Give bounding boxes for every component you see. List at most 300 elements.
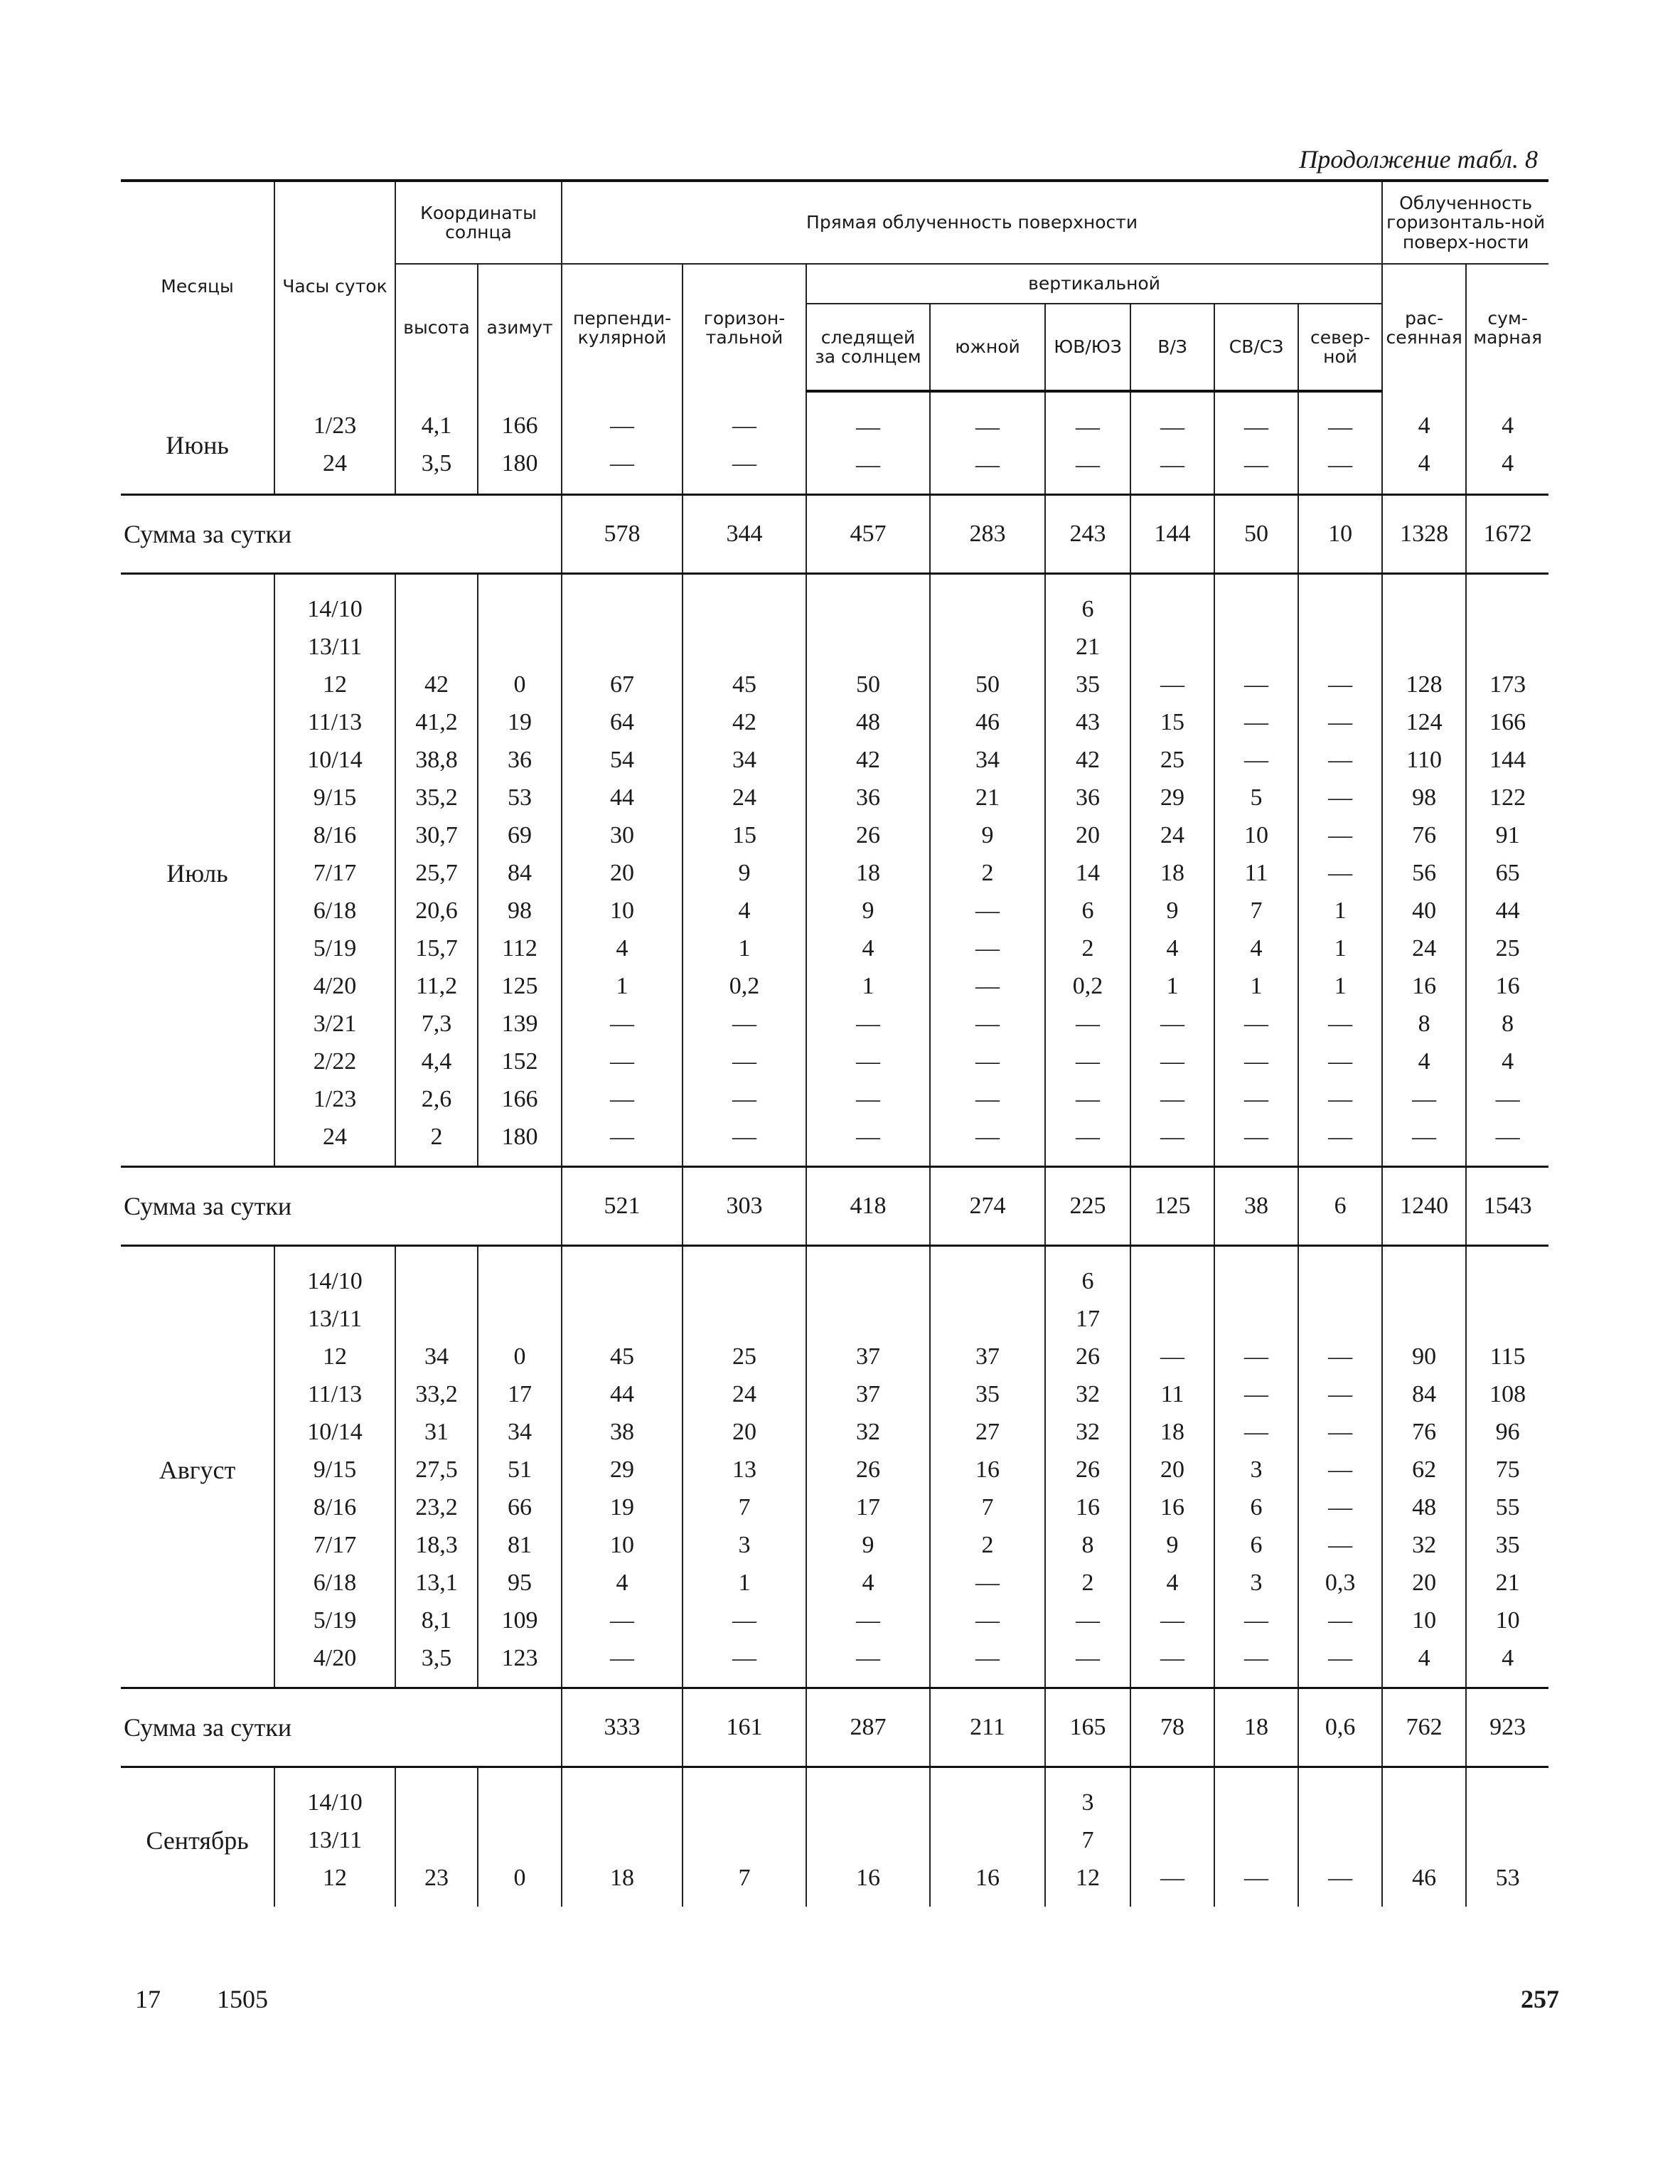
table-cell-value: 1 — [1250, 973, 1263, 999]
table-cell-value: 37 — [856, 1343, 881, 1370]
table-cell-value: 42 — [424, 671, 449, 698]
daily-sum-value: 287 — [806, 1688, 930, 1767]
table-cell-value: 3/21 — [313, 1011, 357, 1037]
table-cell-value — [478, 1262, 561, 1300]
daily-sum-value: 38 — [1214, 1167, 1298, 1246]
table-cell-value: 166 — [1489, 709, 1526, 735]
table-cell-value: — — [1076, 1086, 1101, 1112]
table-cell-value: 115 — [1489, 1343, 1526, 1370]
table-cell-value: — — [1328, 1607, 1353, 1634]
table-cell-value: — — [1160, 1865, 1185, 1891]
table-cell-value — [1215, 1821, 1298, 1859]
table-cell-value: 16 — [1495, 973, 1520, 999]
table-cell-value: — — [1328, 1494, 1353, 1520]
table-cell-value: — — [1244, 1124, 1269, 1150]
table-cell-value: 0 — [513, 1865, 526, 1891]
table-cell-value: 5/19 — [313, 935, 357, 962]
table-cell-value — [1215, 1262, 1298, 1300]
table-cell-value — [807, 628, 929, 666]
table-cell-value: 84 — [508, 860, 532, 886]
table-cell-value: — — [1244, 414, 1269, 440]
daily-sum-value: 125 — [1130, 1167, 1214, 1246]
value-column-cell — [1466, 1767, 1548, 1907]
table-cell-value: 10 — [1412, 1607, 1437, 1634]
table-cell-value: — — [1328, 1011, 1353, 1037]
table-cell-value: — — [1328, 860, 1353, 886]
table-cell-value: 44 — [1495, 897, 1520, 924]
value-column-cell — [1045, 1767, 1130, 1907]
table-cell-value: 25 — [732, 1343, 757, 1370]
daily-sum-value: 1672 — [1466, 495, 1548, 574]
month-cell: Июль — [121, 574, 274, 1167]
table-cell-value — [478, 1821, 561, 1859]
value-column-cell — [1130, 1767, 1214, 1907]
table-cell-value: 27,5 — [415, 1456, 458, 1483]
month-cell: Август — [121, 1246, 274, 1688]
table-caption: Продолжение табл. 8 — [1299, 145, 1538, 174]
table-cell-value: 38,8 — [415, 747, 458, 773]
table-cell-value: — — [610, 1048, 635, 1075]
table-cell-value: 14 — [1076, 860, 1101, 886]
month-group-row — [121, 391, 1548, 495]
table-cell-value — [1467, 1300, 1548, 1338]
table-cell-value: 108 — [1489, 1381, 1526, 1407]
table-cell-value: — — [1244, 1419, 1269, 1445]
table-cell-value: 27 — [975, 1419, 1000, 1445]
table-cell-value: 1 — [616, 973, 628, 999]
daily-sum-value: 762 — [1382, 1688, 1466, 1767]
table-cell-value: — — [1160, 452, 1185, 478]
col-horizontal-irradiance: Облученность горизонталь-ной поверх-ности — [1382, 181, 1548, 264]
table-cell-value: 1 — [1166, 973, 1179, 999]
table-cell-value — [1299, 1300, 1381, 1338]
table-cell-value: — — [1160, 1607, 1185, 1634]
table-cell-value: 46 — [975, 709, 1000, 735]
table-cell-value: 12 — [323, 671, 347, 698]
table-cell-value: — — [1076, 1645, 1101, 1671]
value-column-cell — [395, 1246, 478, 1688]
table-cell-value: 21 — [975, 784, 1000, 811]
table-cell-value: 24 — [323, 1124, 347, 1150]
table-cell-value: — — [1076, 1124, 1101, 1150]
table-cell-value — [396, 1262, 477, 1300]
table-cell-value: 4 — [1502, 450, 1514, 476]
table-cell-value: 0,2 — [1072, 973, 1103, 999]
table-cell-value: 24 — [732, 1381, 757, 1407]
table-cell-value: 10 — [610, 897, 635, 924]
table-cell-value: 48 — [1412, 1494, 1437, 1520]
table-cell-value: — — [856, 1086, 881, 1112]
table-cell-value: — — [1244, 1607, 1269, 1634]
table-cell-value: 20 — [1076, 822, 1101, 848]
table-cell-value: 75 — [1495, 1456, 1520, 1483]
value-column-cell — [1045, 391, 1130, 495]
table-cell-value — [683, 1821, 806, 1859]
table-cell-value — [931, 1821, 1044, 1859]
table-cell-value: — — [1495, 1124, 1520, 1150]
table-cell-value: 1 — [1334, 935, 1347, 962]
table-cell-value: — — [1328, 747, 1353, 773]
table-cell-value: 110 — [1406, 747, 1442, 773]
table-cell-value: 4 — [1502, 412, 1514, 439]
daily-sum-label: Сумма за сутки — [121, 1167, 562, 1246]
table-body — [121, 391, 1548, 1907]
table-cell-value: 11 — [1244, 860, 1268, 886]
table-cell-value: 4/20 — [313, 1645, 357, 1671]
value-column-cell — [930, 1767, 1045, 1907]
table-cell-value: 4 — [1418, 1048, 1430, 1075]
table-cell-value: 15 — [732, 822, 757, 848]
table-cell-value: 95 — [508, 1570, 532, 1596]
table-cell-value: 1 — [738, 1570, 751, 1596]
table-cell-value: 12 — [323, 1343, 347, 1370]
table-cell-value: 109 — [501, 1607, 538, 1634]
table-cell-value: 26 — [856, 822, 881, 848]
table-cell-value: 29 — [1160, 784, 1185, 811]
table-cell-value: 23,2 — [415, 1494, 458, 1520]
table-cell-value: 0 — [513, 1343, 526, 1370]
table-cell-value: — — [1160, 671, 1185, 698]
table-cell-value: 91 — [1495, 822, 1520, 848]
table-cell-value: 128 — [1406, 671, 1443, 698]
table-cell-value: 18 — [1160, 1419, 1185, 1445]
table-cell-value: 4 — [1166, 935, 1179, 962]
table-cell-value: 38 — [610, 1419, 635, 1445]
table-cell-value: — — [856, 1011, 881, 1037]
table-cell-value: — — [1328, 1456, 1353, 1483]
table-cell-value: 4 — [862, 1570, 874, 1596]
table-cell-value: 98 — [1412, 784, 1437, 811]
table-cell-value: 37 — [856, 1381, 881, 1407]
table-cell-value: 2/22 — [313, 1048, 357, 1075]
table-cell-value: 4 — [738, 897, 751, 924]
value-column-cell — [1214, 1767, 1298, 1907]
table-cell-value — [1383, 590, 1465, 628]
table-cell-value: 11 — [1160, 1381, 1184, 1407]
daily-sum-row — [121, 1688, 1548, 1767]
table-cell-value: — — [975, 1570, 1000, 1596]
table-cell-value: — — [975, 973, 1000, 999]
table-cell-value: 1 — [862, 973, 874, 999]
table-cell-value: — — [856, 1124, 881, 1150]
table-cell-value: 69 — [508, 822, 532, 848]
table-cell-value: 26 — [1076, 1456, 1101, 1483]
table-header — [121, 181, 1548, 391]
table-cell-value: — — [1244, 1011, 1269, 1037]
table-cell-value: 23 — [424, 1865, 449, 1891]
table-cell-value: — — [1328, 1645, 1353, 1671]
table-cell-value: — — [1328, 1419, 1353, 1445]
col-scattered: рас-сеянная — [1382, 264, 1466, 391]
table-cell-value: 24 — [732, 784, 757, 811]
table-cell-value: 21 — [1495, 1570, 1520, 1596]
table-cell-value: 3 — [1250, 1456, 1263, 1483]
table-cell-value — [1383, 628, 1465, 666]
table-cell-value: 34 — [732, 747, 757, 773]
table-cell-value: 3 — [1250, 1570, 1263, 1596]
table-cell-value: 125 — [501, 973, 538, 999]
col-se-sw: ЮВ/ЮЗ — [1045, 304, 1130, 391]
value-column-cell — [1466, 391, 1548, 495]
value-column-cell — [478, 574, 562, 1167]
col-south: южной — [930, 304, 1045, 391]
table-cell-value: 19 — [610, 1494, 635, 1520]
table-cell-value: — — [1244, 1645, 1269, 1671]
table-cell-value: 9 — [862, 897, 874, 924]
table-cell-value: 41,2 — [415, 709, 458, 735]
table-cell-value: 4,4 — [421, 1048, 452, 1075]
table-cell-value: 7/17 — [313, 860, 357, 886]
daily-sum-row — [121, 1167, 1548, 1246]
table-cell-value: 31 — [424, 1419, 449, 1445]
table-cell-value — [1467, 628, 1548, 666]
table-cell-value: 26 — [856, 1456, 881, 1483]
table-cell-value: 7 — [1081, 1827, 1094, 1853]
table-cell-value: 25 — [1160, 747, 1185, 773]
table-cell-value: 10 — [610, 1532, 635, 1558]
table-cell-value: 4 — [616, 935, 628, 962]
table-cell-value — [1467, 1262, 1548, 1300]
table-cell-value: 35 — [1495, 1532, 1520, 1558]
table-cell-value: — — [1244, 1086, 1269, 1112]
table-cell-value — [683, 628, 806, 666]
table-cell-value — [1131, 628, 1214, 666]
table-cell-value — [807, 1300, 929, 1338]
table-cell-value: 15,7 — [415, 935, 458, 962]
footer-signature — [135, 1984, 318, 2014]
value-column-cell — [478, 1767, 562, 1907]
value-column-cell — [930, 391, 1045, 495]
table-cell-value: 34 — [424, 1343, 449, 1370]
table-cell-value: 36 — [508, 747, 532, 773]
month-group-row — [121, 574, 1548, 1167]
table-cell-value: — — [1328, 414, 1353, 440]
table-cell-value: 32 — [1076, 1419, 1101, 1445]
table-cell-value: 4 — [1502, 1048, 1514, 1075]
daily-sum-label: Сумма за сутки — [121, 495, 562, 574]
table-cell-value — [683, 1262, 806, 1300]
table-cell-value: — — [1328, 784, 1353, 811]
table-cell-value: 4,1 — [421, 412, 452, 439]
value-column-cell — [274, 391, 395, 495]
table-cell-value: 33,2 — [415, 1381, 458, 1407]
value-column-cell — [1130, 391, 1214, 495]
table-cell-value: 53 — [1495, 1865, 1520, 1891]
table-cell-value: 12 — [323, 1865, 347, 1891]
table-cell-value: 42 — [732, 709, 757, 735]
daily-sum-value: 333 — [562, 1688, 683, 1767]
value-column-cell — [683, 574, 806, 1167]
irradiance-table — [121, 179, 1548, 1907]
table-cell-value: 17 — [856, 1494, 881, 1520]
table-cell-value: 166 — [501, 412, 538, 439]
table-cell-value: 9 — [981, 822, 994, 848]
table-cell-value: — — [975, 1048, 1000, 1075]
table-cell-value: 4 — [1418, 412, 1430, 439]
table-cell-value: — — [975, 1011, 1000, 1037]
table-cell-value: — — [856, 1645, 881, 1671]
month-group-row — [121, 1246, 1548, 1688]
table-cell-value — [1131, 1784, 1214, 1821]
daily-sum-value: 225 — [1045, 1167, 1130, 1246]
value-column-cell — [395, 1767, 478, 1907]
table-cell-value — [1383, 1300, 1465, 1338]
table-cell-value: 1 — [738, 935, 751, 962]
col-total: сум-марная — [1466, 264, 1548, 391]
table-cell-value: 56 — [1412, 860, 1437, 886]
table-cell-value: — — [732, 412, 757, 439]
table-cell-value: — — [975, 1124, 1000, 1150]
table-cell-value: 2 — [981, 1532, 994, 1558]
table-cell-value: 2,6 — [421, 1086, 452, 1112]
table-cell-value: 2 — [1081, 1570, 1094, 1596]
table-cell-value — [1215, 1784, 1298, 1821]
table-cell-value: — — [610, 412, 635, 439]
table-cell-value: 14/10 — [307, 596, 363, 622]
table-cell-value: 14/10 — [307, 1789, 363, 1816]
daily-sum-label: Сумма за сутки — [121, 1688, 562, 1767]
table-cell-value: 11/13 — [307, 1381, 363, 1407]
table-cell-value: 0,2 — [729, 973, 760, 999]
table-cell-value: 13/11 — [307, 1306, 363, 1332]
table-cell-value: 7 — [1250, 897, 1263, 924]
table-cell-value: — — [1244, 709, 1269, 735]
col-sun-coords: Координаты солнца — [395, 181, 562, 264]
table-cell-value: 3,5 — [421, 450, 452, 476]
value-column-cell — [683, 391, 806, 495]
table-cell-value: 15 — [1160, 709, 1185, 735]
col-ne-nw: СВ/СЗ — [1214, 304, 1298, 391]
table-cell-value: 4 — [1418, 1645, 1430, 1671]
table-cell-value: — — [1160, 1048, 1185, 1075]
table-cell-value: — — [856, 1607, 881, 1634]
table-cell-value: 4/20 — [313, 973, 357, 999]
table-cell-value: 98 — [508, 897, 532, 924]
table-cell-value: — — [1328, 822, 1353, 848]
value-column-cell — [395, 574, 478, 1167]
table-cell-value: 16 — [975, 1865, 1000, 1891]
value-column-cell — [1382, 574, 1466, 1167]
table-cell-value: — — [856, 414, 881, 440]
table-cell-value: 17 — [1076, 1306, 1101, 1332]
col-months: Месяцы — [121, 181, 274, 391]
table-cell-value: 55 — [1495, 1494, 1520, 1520]
table-cell-value: 76 — [1412, 822, 1437, 848]
table-cell-value: 25 — [1495, 935, 1520, 962]
table-cell-value: — — [856, 452, 881, 478]
table-cell-value: — — [1076, 1048, 1101, 1075]
table-cell-value: 3 — [738, 1532, 751, 1558]
table-cell-value: 30,7 — [415, 822, 458, 848]
table-cell-value: 42 — [856, 747, 881, 773]
table-cell-value — [1215, 628, 1298, 666]
value-column-cell — [274, 1767, 395, 1907]
table-cell-value: — — [732, 1124, 757, 1150]
table-cell-value: — — [1328, 1086, 1353, 1112]
table-cell-value: 16 — [856, 1865, 881, 1891]
table-cell-value: — — [1244, 1865, 1269, 1891]
table-cell-value: — — [1328, 1381, 1353, 1407]
value-column-cell — [1130, 574, 1214, 1167]
daily-sum-value: 144 — [1130, 495, 1214, 574]
value-column-cell — [1298, 1246, 1382, 1688]
table-cell-value — [478, 1300, 561, 1338]
table-cell-value — [1299, 1784, 1381, 1821]
table-cell-value: 13/11 — [307, 634, 363, 660]
table-cell-value: 10 — [1244, 822, 1269, 848]
table-cell-value: 9 — [1166, 897, 1179, 924]
table-cell-value: — — [1160, 1645, 1185, 1671]
table-cell-value: — — [732, 1048, 757, 1075]
table-cell-value: 65 — [1495, 860, 1520, 886]
value-column-cell — [683, 1767, 806, 1907]
table-cell-value: 20 — [1412, 1570, 1437, 1596]
table-cell-value: 7 — [738, 1494, 751, 1520]
table-cell-value: 24 — [1160, 822, 1185, 848]
table-cell-value: 81 — [508, 1532, 532, 1558]
table-cell-value: 67 — [610, 671, 635, 698]
table-cell-value: 20,6 — [415, 897, 458, 924]
table-cell-value: 152 — [501, 1048, 538, 1075]
table-cell-value: 4 — [616, 1570, 628, 1596]
col-horizontal: горизон-тальной — [683, 264, 806, 391]
table-cell-value: 9 — [862, 1532, 874, 1558]
table-cell-value: — — [1328, 1124, 1353, 1150]
table-cell-value: 9/15 — [313, 784, 357, 811]
table-cell-value: 19 — [508, 709, 532, 735]
table-cell-value: 3,5 — [421, 1645, 452, 1671]
table-cell-value: 3 — [1081, 1789, 1094, 1816]
value-column-cell — [1466, 1246, 1548, 1688]
table-cell-value: 18,3 — [415, 1532, 458, 1558]
table-cell-value: — — [732, 450, 757, 476]
table-cell-value: — — [1495, 1086, 1520, 1112]
table-cell-value: 1/23 — [313, 1086, 357, 1112]
daily-sum-value: 521 — [562, 1167, 683, 1246]
value-column-cell — [1466, 574, 1548, 1167]
table-cell-value: — — [975, 452, 1000, 478]
table-cell-value: 9/15 — [313, 1456, 357, 1483]
table-cell-value: 25,7 — [415, 860, 458, 886]
table-cell-value: — — [1328, 1865, 1353, 1891]
table-cell-value: 20 — [610, 860, 635, 886]
table-cell-value — [562, 1300, 682, 1338]
table-cell-value: 9 — [1166, 1532, 1179, 1558]
value-column-cell — [562, 391, 683, 495]
value-column-cell — [562, 1246, 683, 1688]
value-column-cell — [1214, 391, 1298, 495]
daily-sum-value: 211 — [930, 1688, 1045, 1767]
daily-sum-row — [121, 495, 1548, 574]
table-cell-value: 53 — [508, 784, 532, 811]
value-column-cell — [478, 1246, 562, 1688]
table-cell-value: 11,2 — [415, 973, 458, 999]
table-cell-value: 4 — [1166, 1570, 1179, 1596]
value-column-cell — [1382, 1246, 1466, 1688]
col-azimuth: азимут — [478, 264, 562, 391]
footer-print-code: 1505 — [217, 1985, 268, 2013]
table-cell-value: 44 — [610, 784, 635, 811]
table-cell-value — [1299, 628, 1381, 666]
table-cell-value: 62 — [1412, 1456, 1437, 1483]
table-cell-value: — — [1160, 414, 1185, 440]
table-cell-value: 50 — [856, 671, 881, 698]
table-cell-value — [396, 1784, 477, 1821]
table-cell-value: 6/18 — [313, 897, 357, 924]
table-cell-value: 29 — [610, 1456, 635, 1483]
table-cell-value: 42 — [1076, 747, 1101, 773]
table-cell-value: 7 — [981, 1494, 994, 1520]
